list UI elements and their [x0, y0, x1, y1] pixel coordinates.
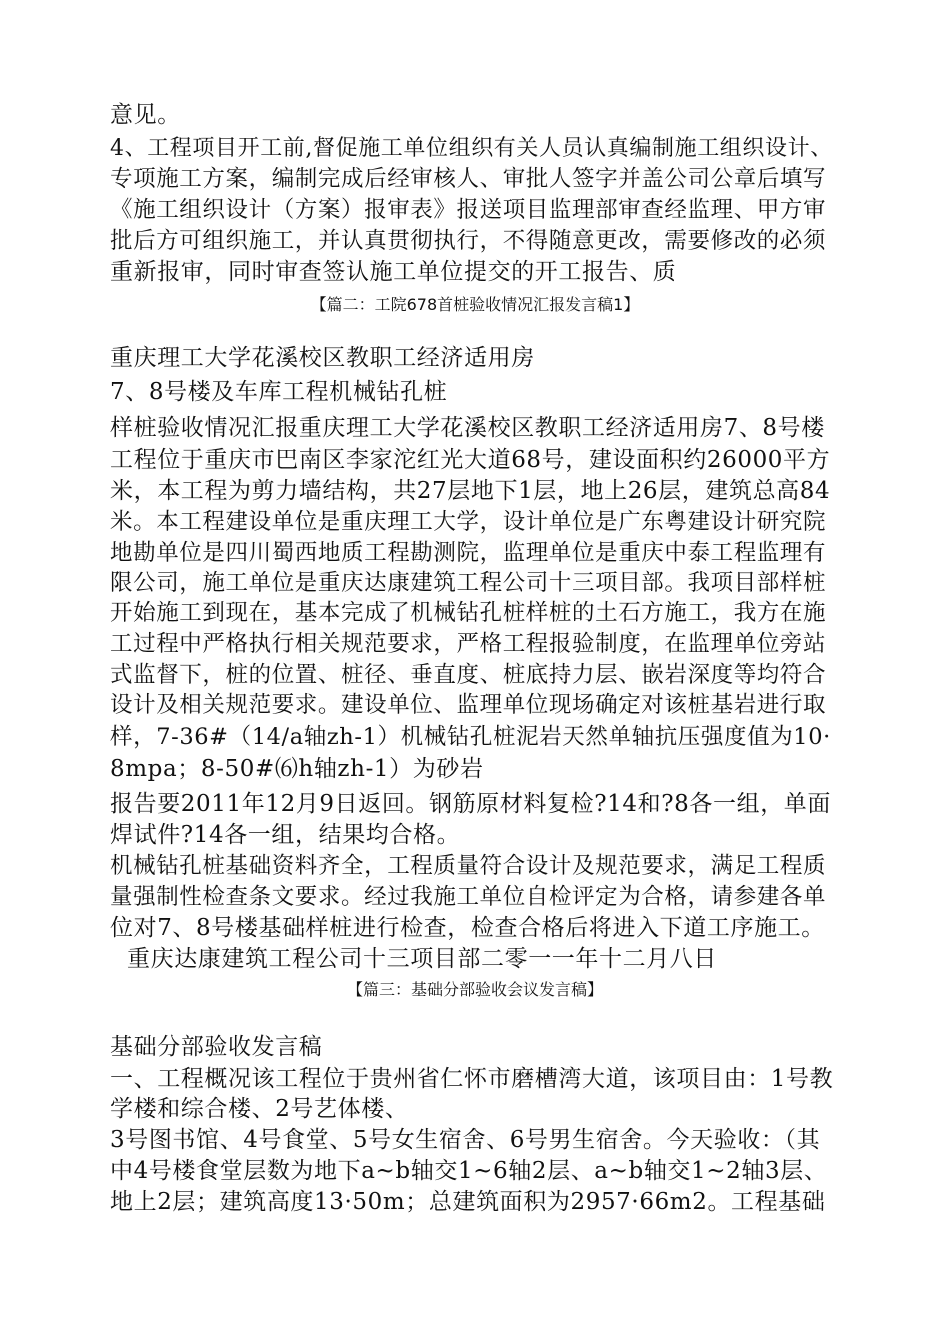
- text-line: 意见。: [110, 102, 181, 128]
- text-line: 地上2层；建筑高度13·50m；总建筑面积为2957·66m2。工程基础: [110, 1189, 826, 1215]
- text-line: 一、工程概况该工程位于贵州省仁怀市磨槽湾大道，该项目由：1号教: [110, 1066, 834, 1092]
- text-line: 机械钻孔桩基础资料齐全，工程质量符合设计及规范要求，满足工程质: [110, 853, 827, 879]
- text-line: 式监督下，桩的位置、桩径、垂直度、桩底持力层、嵌岩深度等均符合: [110, 662, 827, 688]
- text-line: 重新报审，同时审查签认施工单位提交的开工报告、质: [110, 259, 677, 285]
- text-line: 批后方可组织施工，并认真贯彻执行，不得随意更改，需要修改的必须: [110, 228, 827, 254]
- text-line: 样桩验收情况汇报重庆理工大学花溪校区教职工经济适用房7、8号楼: [110, 415, 825, 441]
- text-line: 基础分部验收发言稿: [110, 1034, 323, 1060]
- text-line: 米，本工程为剪力墙结构，共27层地下1层，地上26层，建筑总高84: [110, 478, 831, 504]
- text-line: 4、工程项目开工前,督促施工单位组织有关人员认真编制施工组织设计、: [110, 136, 833, 161]
- signature-line: 重庆达康建筑工程公司十三项目部二零一一年十二月八日: [127, 946, 717, 972]
- text-line: 样，7-36#（14/a轴zh-1）机械钻孔桩泥岩天然单轴抗压强度值为10·: [110, 724, 831, 750]
- text-line: 设计及相关规范要求。建设单位、监理单位现场确定对该桩基岩进行取: [110, 692, 827, 718]
- section-heading-2: 【篇二：工院678首桩验收情况汇报发言稿1】: [310, 295, 640, 314]
- text-line: 位对7、8号楼基础样桩进行检查，检查合格后将进入下道工序施工。: [110, 915, 825, 941]
- text-line: 重庆理工大学花溪校区教职工经济适用房: [110, 345, 535, 371]
- text-line: 《施工组织设计（方案）报审表》报送项目监理部审查经监理、甲方审: [110, 197, 827, 223]
- text-line: 地勘单位是四川蜀西地质工程勘测院，监理单位是重庆中泰工程监理有: [110, 540, 827, 566]
- text-line: 中4号楼食堂层数为地下a~b轴交1~6轴2层、a~b轴交1~2轴3层、: [110, 1158, 828, 1184]
- text-line: 工过程中严格执行相关规范要求，严格工程报验制度，在监理单位旁站: [110, 631, 827, 657]
- text-line: 米。本工程建设单位是重庆理工大学，设计单位是广东粤建设计研究院: [110, 509, 827, 535]
- text-line: 开始施工到现在，基本完成了机械钻孔桩样桩的土石方施工，我方在施: [110, 600, 827, 626]
- text-line: 限公司，施工单位是重庆达康建筑工程公司十三项目部。我项目部样桩: [110, 570, 827, 596]
- section-heading-3: 【篇三：基础分部验收会议发言稿】: [346, 980, 603, 999]
- text-line: 焊试件?14各一组，结果均合格。: [110, 822, 461, 848]
- text-line: 3号图书馆、4号食堂、5号女生宿舍、6号男生宿舍。今天验收：（其: [110, 1127, 821, 1153]
- text-line: 学楼和综合楼、2号艺体楼、: [110, 1096, 409, 1122]
- text-line: 量强制性检查条文要求。经过我施工单位自检评定为合格，请参建各单: [110, 884, 827, 910]
- text-line: 专项施工方案，编制完成后经审核人、审批人签字并盖公司公章后填写: [110, 166, 827, 192]
- text-line: 工程位于重庆市巴南区李家沱红光大道68号，建设面积约26000平方: [110, 447, 831, 473]
- text-line: 7、8号楼及车库工程机械钻孔桩: [110, 379, 448, 405]
- text-line: 8mpa；8-50#⑹h轴zh-1）为砂岩: [110, 756, 484, 782]
- text-line: 报告要2011年12月9日返回。钢筋原材料复检?14和?8各一组，单面: [110, 791, 831, 817]
